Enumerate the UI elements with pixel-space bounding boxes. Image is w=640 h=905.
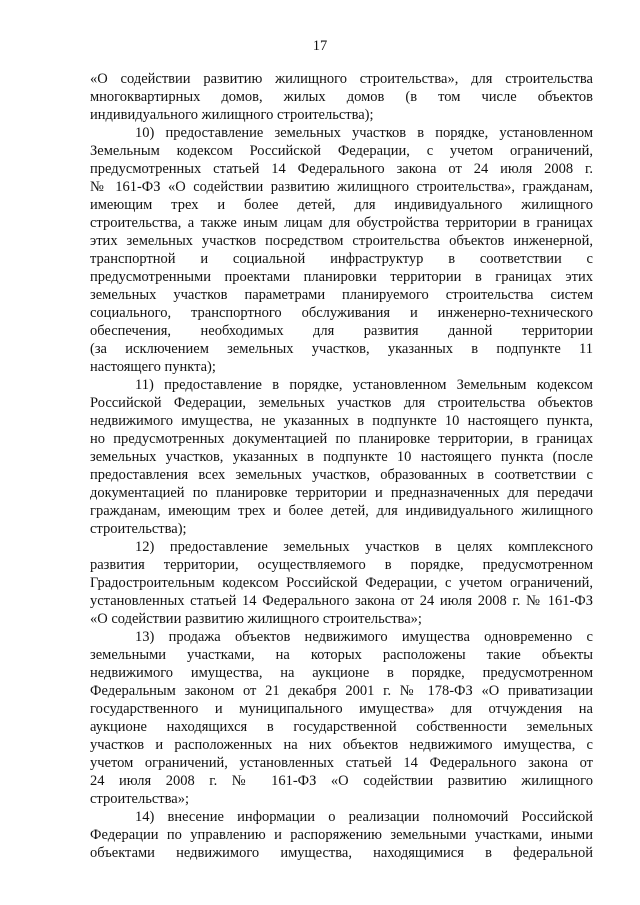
text-line: Градостроительным кодексом Российской Федерации, с учетом ограничений,: [90, 575, 593, 591]
text-line: № 161-ФЗ «О содействии развитию жилищного строительства», гражданам,: [90, 179, 593, 195]
text-line: 12) предоставление земельных участков в целях комплексного: [135, 539, 593, 555]
text-line: земельных участков, указанных в подпункте 10 настоящего пункта (после: [90, 449, 593, 465]
text-line: 24 июля 2008 г. № 161-ФЗ «О содействии развитию жилищного: [90, 773, 593, 789]
text-line: Федеральным законом от 21 декабря 2001 г. № 178-ФЗ «О приватизации: [90, 683, 593, 699]
text-line: транспортной и социальной инфраструктур в соответствии с: [90, 251, 593, 267]
text-line: 13) продажа объектов недвижимого имущества одновременно с: [135, 629, 593, 645]
text-line: земельных участков параметрами планируемого строительства систем: [90, 287, 593, 303]
text-line: социального, транспортного обслуживания и инженерно-технического: [90, 305, 593, 321]
text-line: предусмотренных статьей 14 Федерального закона от 24 июля 2008 г.: [90, 161, 593, 177]
text-line: многоквартирных домов, жилых домов (в том числе объектов: [90, 89, 593, 105]
text-line: Российской Федерации, земельных участков для строительства объектов: [90, 395, 593, 411]
text-line: земельными участками, на которых расположены такие объекты: [90, 647, 593, 663]
text-line: Земельным кодексом Российской Федерации, с учетом ограничений,: [90, 143, 593, 159]
page-number: 17: [312, 38, 328, 54]
text-line: 14) внесение информации о реализации полномочий Российской: [135, 809, 593, 825]
text-line: Федерации по управлению и распоряжению земельными участками, иными: [90, 827, 593, 843]
text-line: строительства);: [90, 521, 187, 537]
text-line: аукционе находящихся в государственной собственности земельных: [90, 719, 593, 735]
text-line: участков и расположенных на них объектов недвижимого имущества, с: [90, 737, 593, 753]
text-line: настоящего пункта);: [90, 359, 216, 375]
text-line: обеспечения, необходимых для развития данной территории: [90, 323, 593, 339]
text-line: учетом ограничений, установленных статьей 14 Федерального закона от: [90, 755, 593, 771]
text-line: установленных статьей 14 Федерального закона от 24 июля 2008 г. № 161-ФЗ: [90, 593, 593, 609]
text-line: государственного и муниципального имущества» для отчуждения на: [90, 701, 593, 717]
text-line: гражданам, имеющим трех и более детей, для индивидуального жилищного: [90, 503, 593, 519]
text-line: «О содействии развитию жилищного строительства»;: [90, 611, 422, 627]
text-line: развития территории, осуществляемого в порядке, предусмотренном: [90, 557, 593, 573]
text-line: «О содействии развитию жилищного строительства», для строительства: [90, 71, 593, 87]
text-line: имеющим трех и более детей, для индивидуального жилищного: [90, 197, 593, 213]
text-line: 11) предоставление в порядке, установленном Земельным кодексом: [135, 377, 593, 393]
text-line: недвижимого имущества, не указанных в подпункте 10 настоящего пункта,: [90, 413, 593, 429]
text-line: строительства»;: [90, 791, 189, 807]
text-line: документацией по планировке территории и предназначенных для передачи: [90, 485, 593, 501]
text-line: индивидуального жилищного строительства);: [90, 107, 374, 123]
text-line: но предусмотренных документацией по планировке территории, в границах: [90, 431, 593, 447]
text-line: предусмотренными проектами планировки территории в границах этих: [90, 269, 593, 285]
text-line: 10) предоставление земельных участков в порядке, установленном: [135, 125, 593, 141]
text-line: объектами недвижимого имущества, находящимися в федеральной: [90, 845, 593, 861]
text-line: строительства, а также иным лицам для обустройства территории в границах: [90, 215, 593, 231]
text-line: этих земельных участков посредством строительства объектов инженерной,: [90, 233, 593, 249]
document-body: [90, 70, 593, 862]
text-line: недвижимого имущества, на аукционе в порядке, предусмотренном: [90, 665, 593, 681]
text-line: (за исключением земельных участков, указанных в подпункте 11: [90, 341, 593, 357]
text-line: предоставления всех земельных участков, образованных в соответствии с: [90, 467, 593, 483]
